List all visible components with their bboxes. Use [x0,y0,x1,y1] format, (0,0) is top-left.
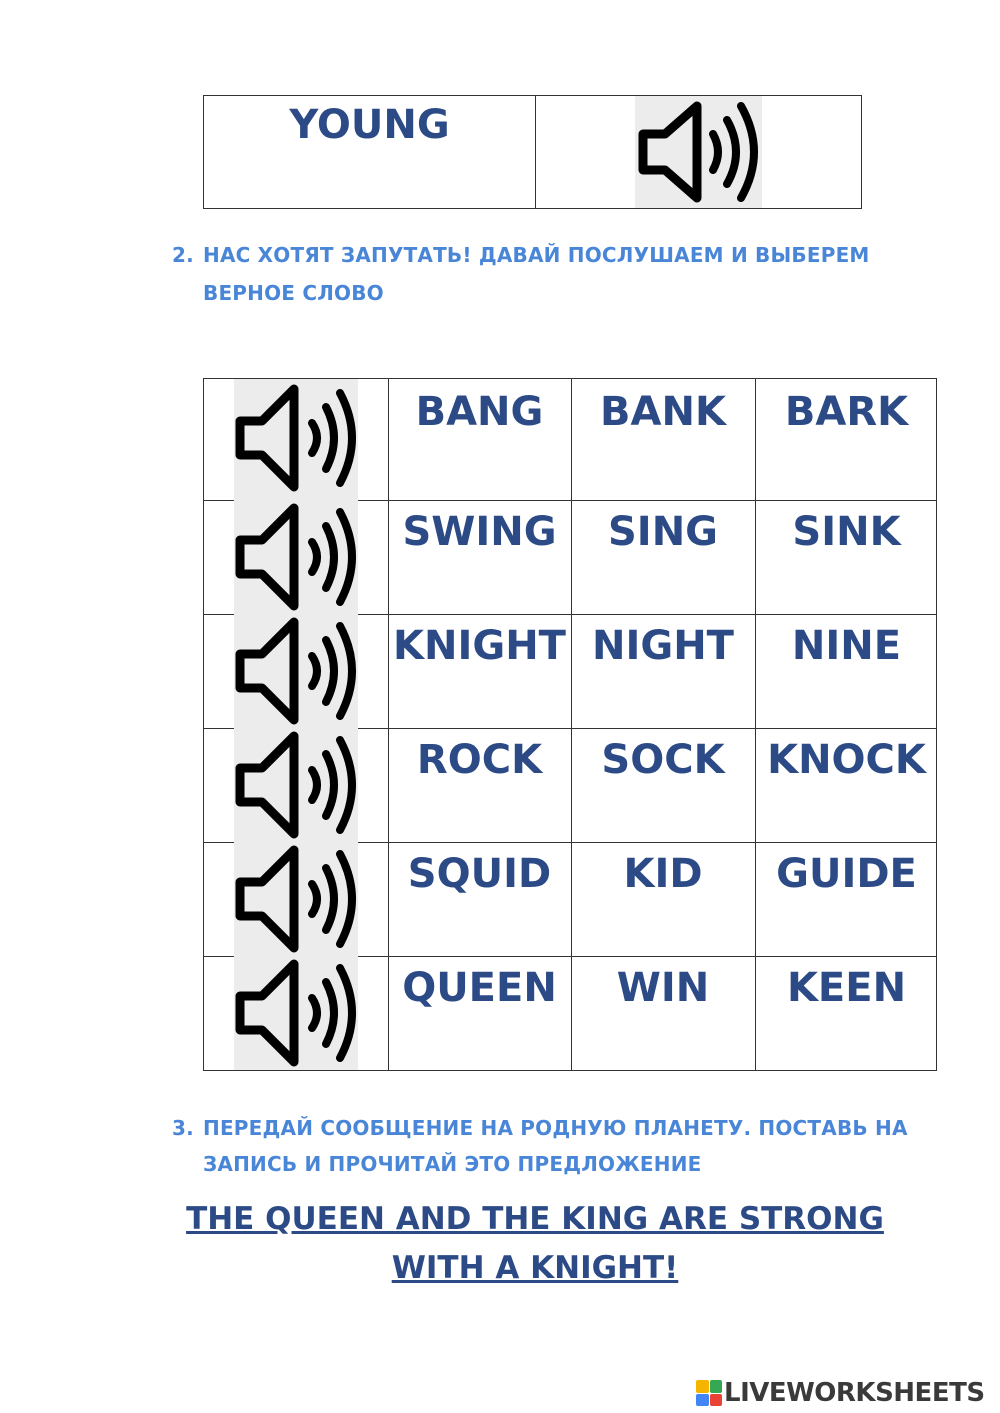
word-option[interactable]: SOCK [601,737,725,783]
practice-sentence: THE QUEEN AND THE KING ARE STRONG WITH A KNIGHT! [186,1201,884,1286]
word-option[interactable]: SINK [792,509,901,555]
word-option[interactable]: QUEEN [402,965,557,1011]
word-option[interactable]: KEEN [786,965,907,1011]
speaker-icon[interactable] [234,728,358,842]
word-option[interactable]: KNIGHT [393,623,566,669]
speaker-icon[interactable] [234,500,358,614]
word-option[interactable]: NIGHT [592,623,734,669]
brand-name: LIVEWORKSHEETS [724,1378,985,1408]
word-option[interactable]: BANK [600,389,726,435]
word-option[interactable]: KNOCK [767,737,926,783]
word-choice-grid [203,378,937,1071]
top-word-table [203,95,862,209]
instruction-number: 2. [172,243,194,267]
word-option[interactable]: SWING [402,509,557,555]
word-option[interactable]: SING [608,509,718,555]
logo-mark-icon [696,1380,722,1406]
word-option[interactable]: NINE [791,623,902,669]
word-option[interactable]: WIN [616,965,710,1011]
word-option[interactable]: KID [623,851,703,897]
top-word: YOUNG [289,102,450,148]
speaker-icon[interactable] [234,379,358,497]
word-option[interactable]: BARK [784,389,909,435]
word-option[interactable]: ROCK [416,737,543,783]
word-option[interactable]: BANG [415,389,544,435]
speaker-icon[interactable] [635,96,762,208]
instruction-text: ПЕРЕДАЙ СООБЩЕНИЕ НА РОДНУЮ ПЛАНЕТУ. ПОСТАВЬ НА ЗАПИСЬ И ПРОЧИТАЙ ЭТО ПРЕДЛОЖЕНИЕ [203,1116,908,1176]
liveworksheets-logo [696,1376,985,1410]
word-option[interactable]: GUIDE [776,851,917,897]
speaker-icon[interactable] [234,614,358,728]
word-option[interactable]: SQUID [407,851,552,897]
speaker-icon[interactable] [234,842,358,956]
table-divider [535,96,536,208]
speaker-icon[interactable] [234,956,358,1070]
instruction-text: НАС ХОТЯТ ЗАПУТАТЬ! ДАВАЙ ПОСЛУШАЕМ И ВЫБЕРЕМ ВЕРНОЕ СЛОВО [203,243,870,305]
instruction-number: 3. [172,1116,194,1140]
